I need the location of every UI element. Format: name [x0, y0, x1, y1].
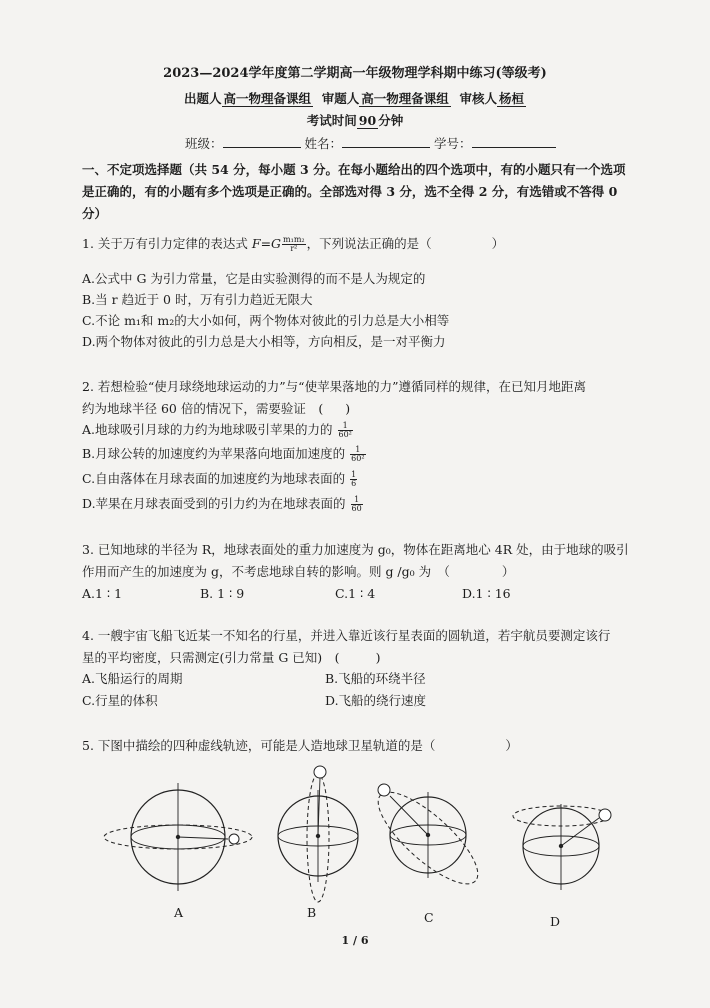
id-field[interactable] — [472, 135, 556, 148]
q5-stem — [82, 738, 518, 754]
setter-value: 高一物理备课组 — [223, 91, 312, 106]
q3-stem-text: 作用而产生的加速度为 g，不考虑地球自转的影响。则 g /g₀ 为 （ — [82, 564, 450, 579]
q2-option-b[interactable] — [82, 446, 367, 463]
orbit-figure-c — [370, 770, 500, 915]
q2-stem-line2 — [82, 401, 350, 417]
q2-a-den: 60² — [338, 430, 352, 439]
q2-option-b-fraction — [350, 446, 365, 463]
q2-option-c-text: C.自由落体在月球表面的加速度约为地球表面的 — [82, 471, 346, 486]
q4-option-a[interactable]: A.飞船运行的周期 — [82, 671, 183, 686]
approver-label: 审核人 — [459, 91, 497, 106]
q3-option-b[interactable]: B. 1 ∶ 9 — [200, 586, 245, 601]
q4-stem-text: 星的平均密度，只需测定(引力常量 G 已知) ( — [82, 650, 340, 665]
radius-line-a — [178, 837, 228, 839]
q5-stem-text: 5. 下图中描绘的四种虚线轨迹，可能是人造地球卫星轨道的是（ — [82, 738, 436, 753]
q2-option-b-text: B.月球公转的加速度约为苹果落向地面加速度的 — [82, 446, 346, 461]
q5-stem-close: ） — [505, 738, 518, 753]
id-label: 学号： — [434, 136, 472, 151]
q3-option-c[interactable]: C.1 ∶ 4 — [335, 586, 376, 601]
q1-stem — [82, 236, 504, 253]
q2-option-a[interactable] — [82, 422, 354, 439]
satellite-b — [314, 766, 326, 778]
q2-c-num: 1 — [351, 470, 357, 479]
radius-line-d — [561, 818, 599, 846]
q4-stem-close: ) — [375, 650, 381, 665]
q2-option-a-text: A.地球吸引月球的力约为地球吸引苹果的力的 — [82, 422, 333, 437]
q1-option-d[interactable]: D.两个物体对彼此的引力总是大小相等，方向相反，是一对平衡力 — [82, 334, 446, 349]
satellite-c — [378, 784, 390, 796]
q1-option-b[interactable]: B.当 r 趋近于 0 时，万有引力趋近无限大 — [82, 292, 313, 307]
q3-stem-line1: 3. 已知地球的半径为 R，地球表面处的重力加速度为 g₀，物体在距离地心 4R 处，由于地球的吸引 — [82, 542, 629, 557]
q4-stem-line2 — [82, 650, 380, 666]
approver-value: 杨桓 — [499, 91, 525, 106]
q2-d-num: 1 — [351, 496, 363, 505]
q3-stem-line2 — [82, 564, 514, 580]
q2-stem-close: ) — [345, 401, 351, 416]
reviewer-value: 高一物理备课组 — [361, 91, 449, 106]
figure-label-a: A — [174, 905, 184, 920]
satellite-d — [599, 809, 611, 821]
q2-b-num: 1 — [350, 446, 365, 455]
time-label: 考试时间 — [306, 113, 357, 128]
q1-stem-text: 1. 关于万有引力定律的表达式 — [82, 236, 248, 251]
q1-option-c[interactable]: C.不论 m₁和 m₂的大小如何，两个物体对彼此的引力总是大小相等 — [82, 313, 450, 328]
q2-d-den: 60 — [351, 504, 362, 513]
q2-option-c[interactable] — [82, 471, 358, 488]
q4-option-d[interactable]: D.飞船的绕行速度 — [325, 693, 427, 708]
q2-option-d-fraction — [351, 496, 363, 513]
q2-stem-line1: 2. 若想检验“使月球绕地球运动的力”与“使苹果落地的力”遵循同样的规律，在已知月地距离 — [82, 379, 586, 394]
staff-line — [0, 91, 710, 107]
q1-formula-num: m₁m₂ — [283, 235, 305, 244]
q2-option-c-fraction — [350, 471, 357, 488]
page-number: 1 / 6 — [341, 934, 369, 947]
q3-stem-close: ） — [501, 564, 515, 579]
q3-option-a[interactable]: A.1 ∶ 1 — [82, 586, 123, 601]
name-label: 姓名： — [304, 136, 343, 151]
student-info — [185, 135, 556, 152]
q1-formula-fraction — [282, 236, 306, 253]
q2-c-den: 6 — [351, 479, 357, 488]
exam-title: 2023—2024学年度第二学期高一年级物理学科期中练习(等级考) — [163, 66, 547, 81]
figure-label-c: C — [424, 910, 434, 925]
q4-option-b[interactable]: B.飞船的环绕半径 — [325, 671, 426, 686]
q2-option-d-text: D.苹果在月球表面受到的引力约为在地球表面的 — [82, 496, 346, 511]
q2-option-a-fraction — [338, 422, 353, 439]
setter-label: 出题人 — [183, 91, 222, 106]
section1-line3: 分） — [82, 206, 108, 221]
q2-a-num: 1 — [338, 422, 353, 431]
q3-option-d[interactable]: D.1 ∶ 16 — [462, 586, 511, 601]
section1-line1: 一、不定项选择题（共 54 分，每小题 3 分。在每小题给出的四个选项中，有的小题只有一个选项 — [82, 162, 626, 177]
figure-label-d: D — [550, 914, 561, 929]
time-value: 90 — [358, 113, 377, 128]
exam-time — [0, 113, 710, 129]
section1-line2: 是正确的，有的小题有多个选项是正确的。全部选对得 3 分，选不全得 2 分，有选错或不答得 0 — [82, 184, 618, 199]
figure-label-b: B — [307, 905, 317, 920]
q4-option-c[interactable]: C.行星的体积 — [82, 693, 158, 708]
q1-option-a[interactable]: A.公式中 G 为引力常量，它是由实验测得的而不是人为规定的 — [82, 271, 426, 286]
orbit-figure-b — [262, 760, 382, 910]
q1-formula-den: r² — [290, 244, 298, 253]
class-label: 班级： — [185, 136, 223, 151]
name-field[interactable] — [342, 135, 430, 148]
satellite-a — [229, 834, 239, 844]
reviewer-label: 审题人 — [321, 91, 360, 106]
time-unit: 分钟 — [378, 113, 404, 128]
class-field[interactable] — [223, 135, 301, 148]
orbit-figure-d — [505, 790, 625, 915]
q2-stem-text: 约为地球半径 60 倍的情况下，需要验证 ( — [82, 401, 324, 416]
q1-formula-lhs: F=G — [251, 236, 282, 251]
q2-option-d[interactable] — [82, 496, 364, 513]
orbit-figure-a — [100, 775, 260, 910]
q1-stem-tail: ，下列说法正确的是（ — [306, 236, 432, 251]
q4-stem-line1: 4. 一艘宇宙飞船飞近某一不知名的行星，并进入靠近该行星表面的圆轨道，若宇航员要测定该行 — [82, 628, 611, 643]
q1-stem-close: ） — [491, 236, 505, 251]
q2-b-den: 60² — [351, 454, 365, 463]
